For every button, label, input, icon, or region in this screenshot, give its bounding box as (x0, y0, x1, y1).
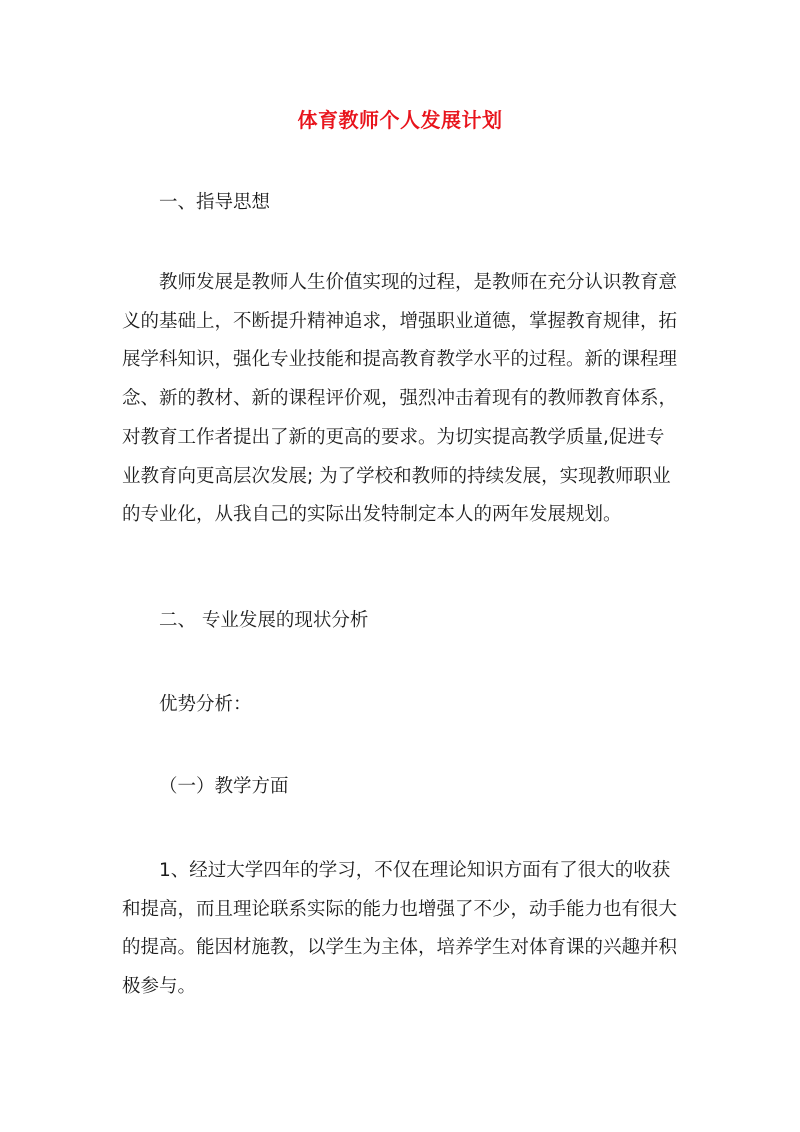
section-heading-guiding-thought (122, 184, 692, 223)
paragraph-teaching (122, 852, 692, 1007)
paragraph-line: 展学科知识，强化专业技能和提高教育教学水平的过程。新的课程理 (122, 349, 678, 371)
paragraph-line: 极参与。 (122, 976, 197, 998)
paragraph-line: 业教育向更高层次发展; 为了学校和教师的持续发展，实现教师职业 (122, 465, 671, 487)
paragraph-guiding-thought (122, 264, 692, 535)
subheading-advantage (122, 686, 692, 725)
paragraph-line: 义的基础上，不断提升精神追求，增强职业道德，掌握教育规律，拓 (122, 310, 678, 332)
paragraph-line: 1、经过大学四年的学习，不仅在理论知识方面有了很大的收获 (159, 860, 671, 881)
subheading-text: （一）教学方面 (159, 776, 289, 797)
paragraph-line: 的专业化，从我自己的实际出发特制定本人的两年发展规划。 (122, 504, 622, 526)
paragraph-line: 的提高。能因材施教，以学生为主体，培养学生对体育课的兴趣并积 (122, 937, 678, 959)
paragraph-line: 对教育工作者提出了新的更高的要求。为切实提高教学质量,促进专 (122, 426, 665, 448)
paragraph-line: 和提高，而且理论联系实际的能力也增强了不少，动手能力也有很大 (122, 898, 678, 920)
subheading-teaching (122, 768, 692, 807)
paragraph-line: 教师发展是教师人生价值实现的过程，是教师在充分认识教育意 (159, 272, 678, 293)
section-heading-status-analysis (122, 602, 692, 641)
subheading-text: 优势分析： (159, 694, 252, 715)
heading-text: 二、 专业发展的现状分析 (159, 610, 369, 631)
paragraph-line: 念、新的教材、新的课程评价观，强烈冲击着现有的教师教育体系， (122, 388, 678, 410)
heading-text: 一、指导思想 (159, 192, 271, 213)
document-title: 体育教师个人发展计划 (297, 108, 503, 132)
